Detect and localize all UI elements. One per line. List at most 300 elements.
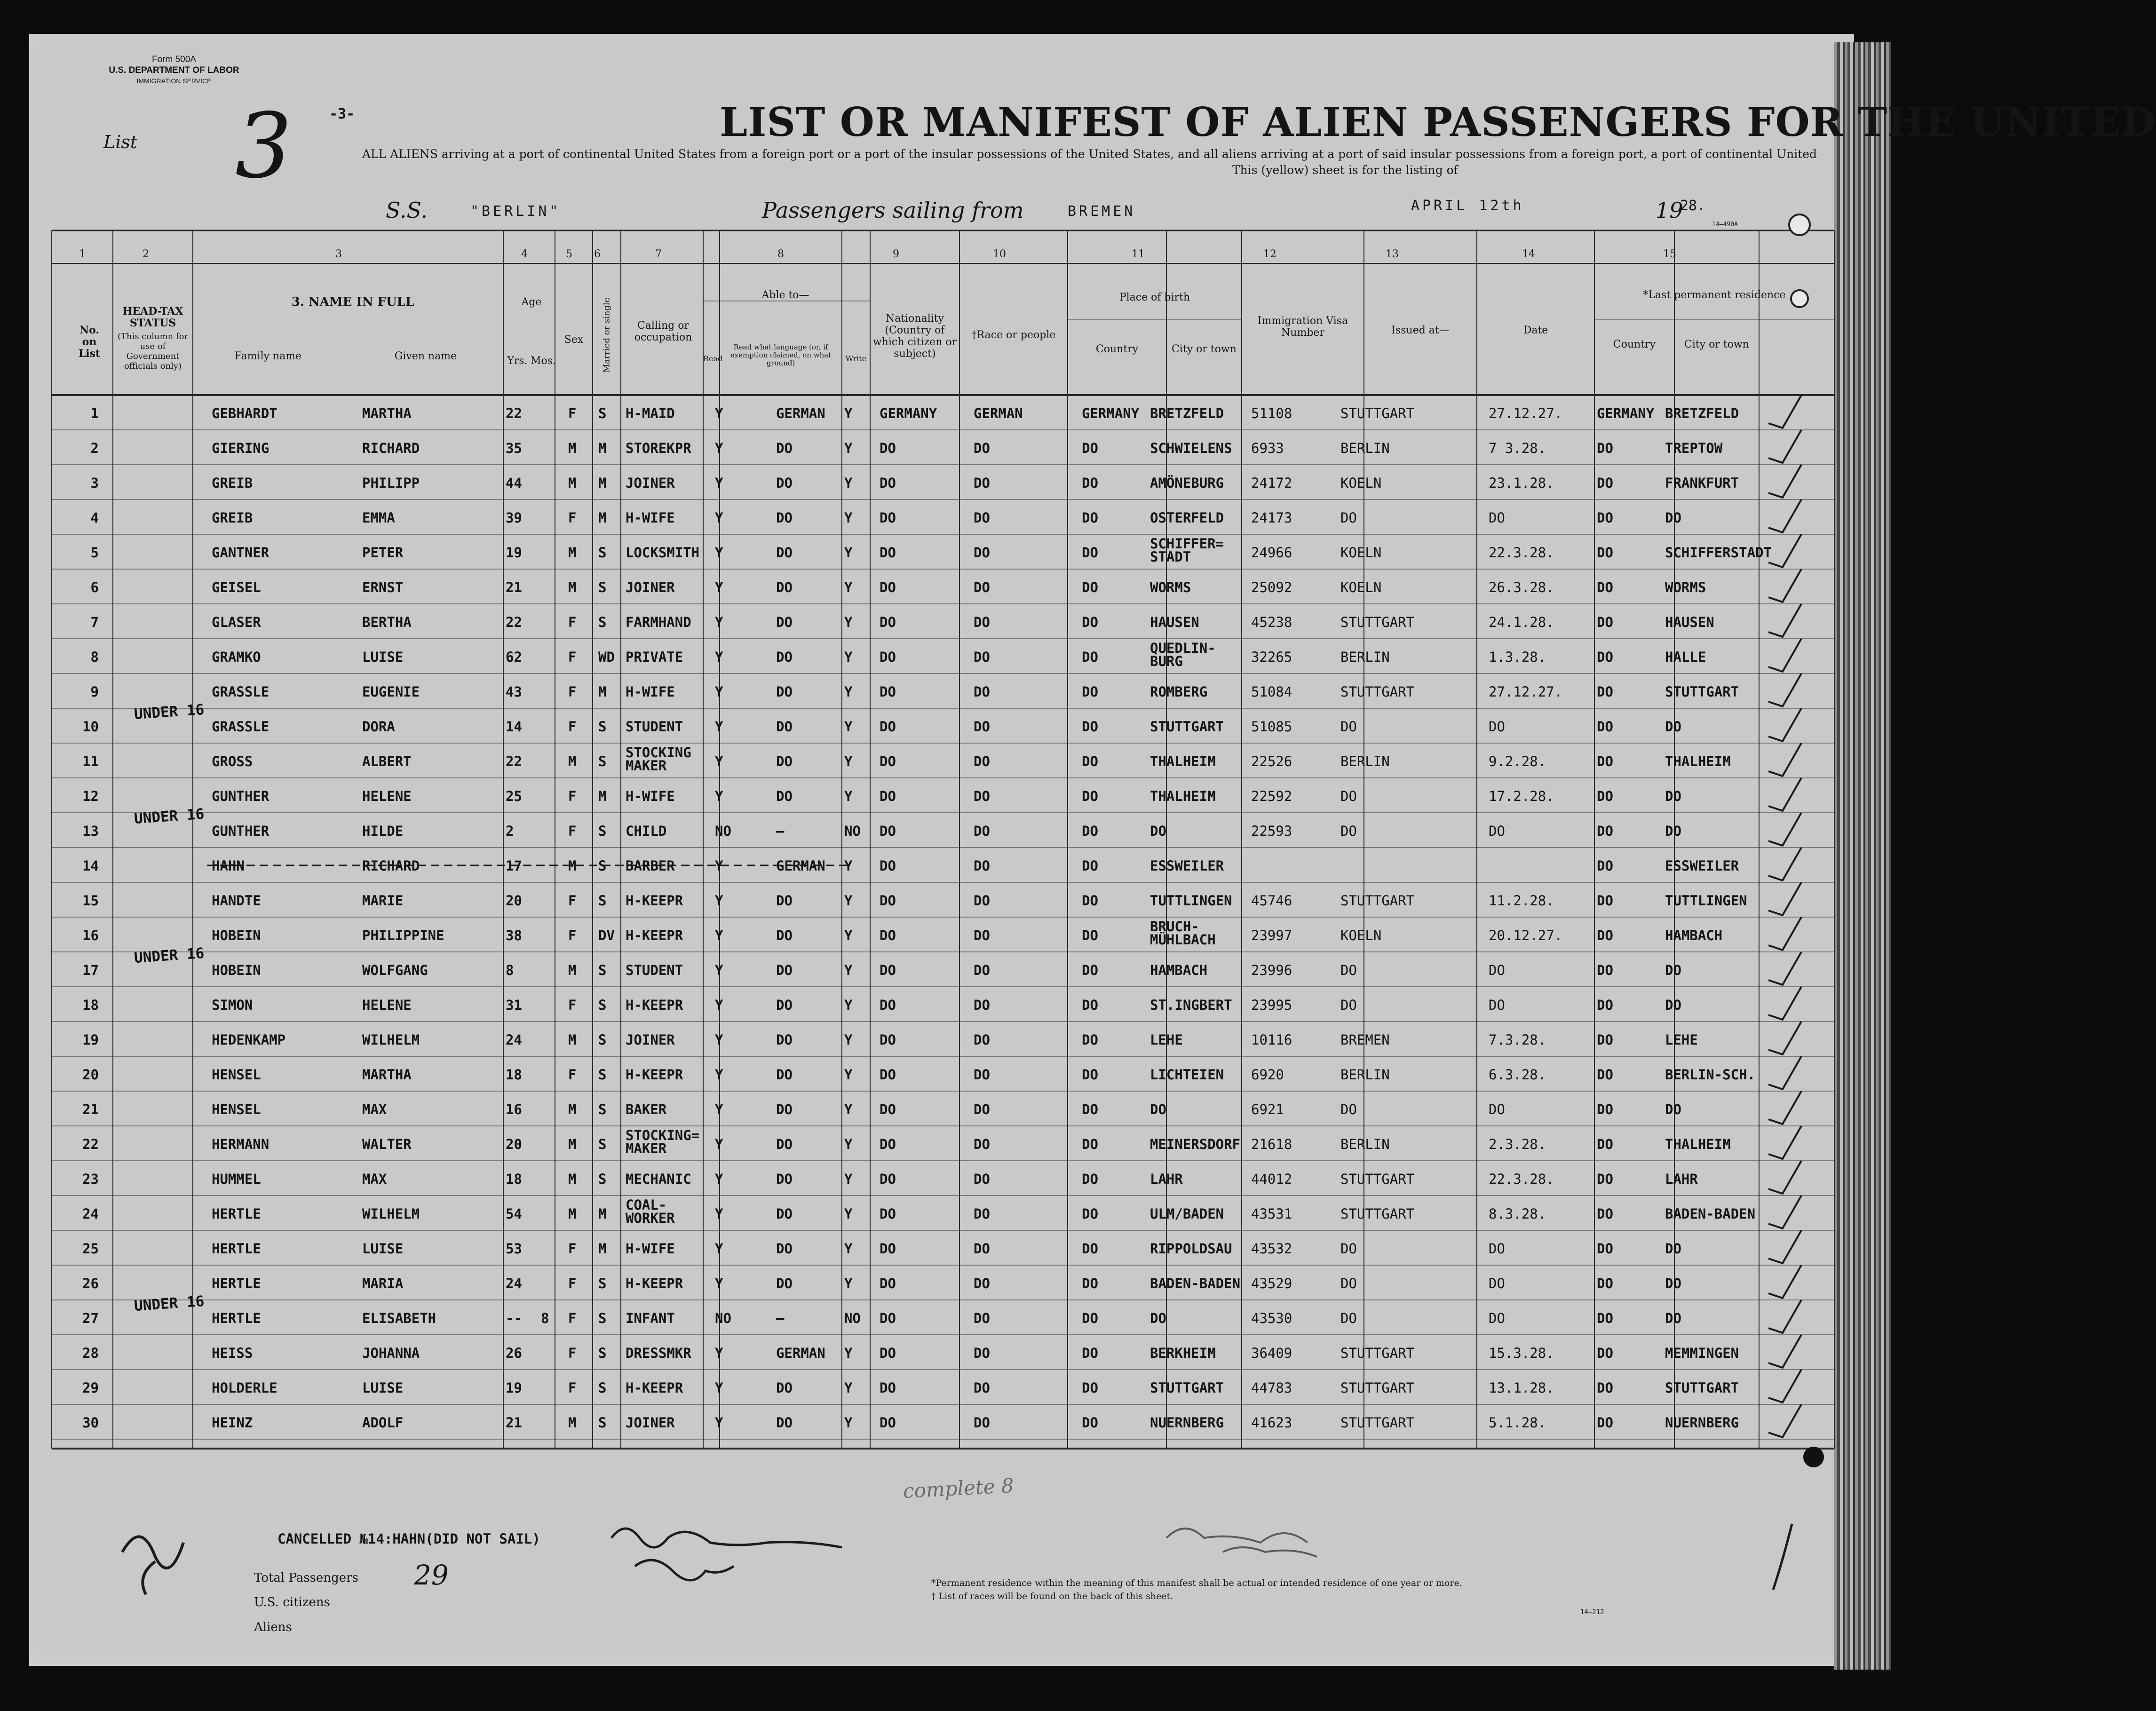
residence-country: DO [1597,475,1613,491]
read-language: DO [776,1032,793,1048]
can-write: Y [844,788,853,804]
issued-at: KOELN [1340,475,1382,491]
age-years: 21 [506,1415,522,1431]
issued-at: BERLIN [1340,440,1390,456]
race: DO [974,1136,990,1152]
service: IMMIGRATION SERVICE [136,77,212,85]
read-language: DO [776,475,793,491]
residence-city: THALHEIM [1665,1136,1731,1152]
issued-at: DO [1340,1101,1357,1117]
sex: M [568,440,577,456]
residence-city: THALHEIM [1665,753,1731,769]
marital-status: S [598,1345,607,1361]
age-years: 25 [506,788,522,804]
row-number: 7 [90,614,99,630]
age-years: 21 [506,579,522,595]
visa-number: 43531 [1251,1206,1292,1222]
row-number: 12 [82,788,99,804]
sex: F [568,788,577,804]
visa-date: 27.12.27. [1489,684,1563,700]
column-number: 13 [1386,248,1399,260]
residence-city: STUTTGART [1665,684,1739,700]
race: GERMAN [974,405,1023,421]
sex: M [568,1136,577,1152]
residence-city: HAUSEN [1665,614,1714,630]
age-years: 19 [506,1380,522,1396]
given-name: MARTHA [362,405,412,421]
can-read: Y [715,1136,723,1152]
nationality: DO [880,475,896,491]
residence-city: NUERNBERG [1665,1415,1739,1431]
column-number: 6 [594,248,601,260]
residence-country: DO [1597,753,1613,769]
can-write: Y [844,545,853,561]
column-number: 9 [893,248,899,260]
visa-date: DO [1489,962,1505,978]
can-read: Y [715,545,723,561]
visa-date: DO [1489,719,1505,735]
occupation: FARMHAND [626,614,691,630]
row-number: 4 [90,510,99,526]
age-years: 20 [506,1136,522,1152]
family-name: HERTLE [212,1206,261,1222]
form-code-top: 14—490A [1712,221,1738,228]
family-name: GROSS [212,753,253,769]
header-married: Married or single [602,297,612,373]
marital-status: M [598,1206,607,1222]
birth-country: DO [1082,858,1098,874]
row-number: 5 [90,545,99,561]
visa-date: 6.3.28. [1489,1067,1546,1083]
issued-at: BERLIN [1340,753,1390,769]
visa-date: 27.12.27. [1489,405,1563,421]
occupation: H-WIFE [626,684,675,700]
birth-city: LEHE [1150,1032,1183,1048]
visa-date: 13.1.28. [1489,1380,1554,1396]
birth-country: DO [1082,1380,1098,1396]
header-mos: Mos. [530,355,556,367]
birth-country: DO [1082,475,1098,491]
issued-at: DO [1340,510,1357,526]
visa-date: 15.3.28. [1489,1345,1554,1361]
issued-at: DO [1340,788,1357,804]
age-years: 31 [506,997,522,1013]
nationality: DO [880,1136,896,1152]
header-calling: Calling or occupation [634,320,692,343]
nationality: DO [880,1171,896,1187]
row-number: 25 [82,1241,99,1257]
age-years: 19 [506,545,522,561]
birth-country: GERMANY [1082,405,1140,421]
year-prefix: 19 [1656,198,1683,223]
row-number: 14 [82,858,99,874]
visa-number: 43529 [1251,1275,1292,1291]
occupation: JOINER [626,1415,675,1431]
header-write: Write [845,354,867,363]
can-read: Y [715,927,723,943]
given-name: LUISE [362,649,404,665]
row-number: 9 [90,684,99,700]
nationality: DO [880,1067,896,1083]
birth-city: BRETZFELD [1150,405,1224,421]
birth-country: DO [1082,719,1098,735]
birth-city: DO [1150,1310,1166,1326]
marital-status: M [598,788,607,804]
residence-city: DO [1665,1101,1681,1117]
residence-country: DO [1597,1415,1613,1431]
marital-status: S [598,1415,607,1431]
residence-city: DO [1665,997,1681,1013]
sex: F [568,1310,577,1326]
visa-number: 23997 [1251,927,1292,943]
birth-country: DO [1082,1136,1098,1152]
issued-at: STUTTGART [1340,405,1415,421]
occupation: DRESSMKR [626,1345,691,1361]
can-write: Y [844,1275,853,1291]
read-language: DO [776,1067,793,1083]
can-write: NO [844,823,861,839]
row-number: 29 [82,1380,99,1396]
occupation: JOINER [626,475,675,491]
visa-number: 23996 [1251,962,1292,978]
family-name: HEDENKAMP [212,1032,286,1048]
issued-at: BREMEN [1340,1032,1390,1048]
sex: F [568,1067,577,1083]
can-read: Y [715,1067,723,1083]
row-number: 1 [90,405,99,421]
residence-country: DO [1597,1171,1613,1187]
header-res-country: Country [1613,339,1656,350]
can-write: Y [844,1171,853,1187]
occupation: STUDENT [626,719,683,735]
age-years: 62 [506,649,522,665]
given-name: EMMA [362,510,395,526]
family-name: HOBEIN [212,962,261,978]
marital-status: DV [598,927,615,943]
birth-city: THALHEIM [1150,788,1216,804]
given-name: RICHARD [362,858,420,874]
race: DO [974,649,990,665]
family-name: HOLDERLE [212,1380,277,1396]
can-write: Y [844,1206,853,1222]
birth-city: STUTTGART [1150,719,1224,735]
birth-city: SCHIFFER= STADT [1150,536,1224,565]
sex: M [568,545,577,561]
residence-country: DO [1597,1345,1613,1361]
family-name: HERMANN [212,1136,270,1152]
residence-country: DO [1597,1310,1613,1326]
nationality: DO [880,510,896,526]
sex: M [568,579,577,595]
family-name: HUMMEL [212,1171,261,1187]
department: U.S. DEPARTMENT OF LABOR [109,65,239,75]
us-citizens-label: U.S. citizens [254,1595,331,1609]
sex: M [568,1032,577,1048]
occupation: STOREKPR [626,440,691,456]
occupation: H-MAID [626,405,675,421]
can-read: Y [715,475,723,491]
column-number: 3 [335,248,342,260]
race: DO [974,962,990,978]
page-mark: -3- [329,106,355,122]
family-name: HANDTE [212,893,261,909]
column-number: 14 [1522,248,1535,260]
list-label: List [103,132,138,152]
family-name: GUNTHER [212,788,270,804]
race: DO [974,510,990,526]
read-language: DO [776,579,793,595]
can-read: Y [715,684,723,700]
birth-country: DO [1082,1101,1098,1117]
sex: F [568,510,577,526]
visa-date: 9.2.28. [1489,753,1546,769]
read-language: GERMAN [776,858,825,874]
birth-country: DO [1082,440,1098,456]
sex: M [568,1206,577,1222]
header-res-city: City or town [1684,339,1749,350]
column-number: 11 [1132,248,1145,260]
row-number: 3 [90,475,99,491]
family-name: GIERING [212,440,270,456]
aliens-label: Aliens [254,1620,292,1634]
issued-at: STUTTGART [1340,1345,1415,1361]
departure-port: BREMEN [1068,203,1136,220]
visa-number: 41623 [1251,1415,1292,1431]
race: DO [974,614,990,630]
given-name: PHILIPPINE [362,927,444,943]
visa-number: 45238 [1251,614,1292,630]
can-write: Y [844,684,853,700]
race: DO [974,1241,990,1257]
header-sex: Sex [564,334,584,346]
residence-country: DO [1597,614,1613,630]
row-number: 28 [82,1345,99,1361]
visa-number: 36409 [1251,1345,1292,1361]
visa-number: 45746 [1251,893,1292,909]
birth-city: QUEDLIN- BURG [1150,640,1216,669]
residence-country: DO [1597,1275,1613,1291]
residence-country: DO [1597,1380,1613,1396]
birth-country: DO [1082,893,1098,909]
can-write: Y [844,579,853,595]
residence-country: DO [1597,649,1613,665]
race: DO [974,997,990,1013]
visa-number: 21618 [1251,1136,1292,1152]
age-years: 54 [506,1206,522,1222]
under16-stamp: UNDER 16 [133,1292,205,1315]
can-write: Y [844,753,853,769]
issued-at: DO [1340,823,1357,839]
age-years: 17 [506,858,522,874]
residence-country: DO [1597,1241,1613,1257]
occupation: BAKER [626,1101,667,1117]
can-read: Y [715,893,723,909]
birth-city: NUERNBERG [1150,1415,1224,1431]
residence-city: DO [1665,1310,1681,1326]
nationality: DO [880,579,896,595]
residence-city: DO [1665,823,1681,839]
race: DO [974,927,990,943]
given-name: PHILIPP [362,475,420,491]
row-number: 30 [82,1415,99,1431]
marital-status: S [598,719,607,735]
can-read: Y [715,858,723,874]
residence-country: DO [1597,927,1613,943]
can-read: Y [715,962,723,978]
residence-country: GERMANY [1597,405,1655,421]
visa-number: 24172 [1251,475,1292,491]
read-language: DO [776,1171,793,1187]
nationality: DO [880,788,896,804]
row-number: 15 [82,893,99,909]
occupation: BARBER [626,858,675,874]
sex: F [568,649,577,665]
issued-at: KOELN [1340,545,1382,561]
occupation: MECHANIC [626,1171,691,1187]
birth-country: DO [1082,649,1098,665]
issued-at: STUTTGART [1340,614,1415,630]
can-write: Y [844,858,853,874]
row-number: 19 [82,1032,99,1048]
column-number: 2 [143,248,149,260]
birth-city: BADEN-BADEN [1150,1275,1241,1291]
handwritten-stroke-right [1773,1524,1792,1590]
age-years: 20 [506,893,522,909]
can-read: Y [715,1415,723,1431]
race: DO [974,1275,990,1291]
row-number: 16 [82,927,99,943]
family-name: HEINZ [212,1415,253,1431]
sex: F [568,1345,577,1361]
birth-city: LICHTEIEN [1150,1067,1224,1083]
issued-at: KOELN [1340,927,1382,943]
race: DO [974,1380,990,1396]
header-family-name: Family name [234,350,302,362]
occupation: JOINER [626,1032,675,1048]
birth-country: DO [1082,579,1098,595]
form-number: Form 500A [152,55,196,64]
sex: F [568,997,577,1013]
given-name: MARIA [362,1275,404,1291]
marital-status: S [598,1380,607,1396]
header-birth-city: City or town [1172,343,1237,355]
column-number: 4 [521,248,528,260]
issued-at: BERLIN [1340,649,1390,665]
birth-city: LAHR [1150,1171,1183,1187]
nationality: DO [880,997,896,1013]
nationality: DO [880,1380,896,1396]
birth-country: DO [1082,510,1098,526]
issued-at: DO [1340,997,1357,1013]
marital-status: S [598,545,607,561]
sex: M [568,1171,577,1187]
occupation: H-KEEPR [626,893,683,909]
nationality: DO [880,753,896,769]
residence-country: DO [1597,1101,1613,1117]
given-name: ERNST [362,579,404,595]
visa-number: 43530 [1251,1310,1292,1326]
given-name: JOHANNA [362,1345,420,1361]
family-name: HAHN [212,858,245,874]
race: DO [974,579,990,595]
row-number: 8 [90,649,99,665]
row-number: 6 [90,579,99,595]
age-years: 26 [506,1345,522,1361]
visa-date: 20.12.27. [1489,927,1563,943]
residence-city: ESSWEILER [1665,858,1739,874]
header-issued-at: Issued at— [1391,325,1450,336]
marital-status: S [598,858,607,874]
row-number: 23 [82,1171,99,1187]
occupation: COAL- WORKER [626,1197,675,1226]
marital-status: S [598,1275,607,1291]
can-read: Y [715,614,723,630]
residence-city: DO [1665,1241,1681,1257]
can-write: Y [844,719,853,735]
visa-date: 2.3.28. [1489,1136,1546,1152]
can-write: Y [844,1415,853,1431]
cancelled-note: CANCELLED №14:HAHN(DID NOT SAIL) [277,1531,540,1547]
can-write: Y [844,1067,853,1083]
race: DO [974,753,990,769]
marital-status: M [598,510,607,526]
birth-country: DO [1082,1171,1098,1187]
residence-city: STUTTGART [1665,1380,1739,1396]
given-name: BERTHA [362,614,412,630]
birth-city: DO [1150,1101,1166,1117]
age-years: 53 [506,1241,522,1257]
read-language: DO [776,440,793,456]
given-name: LUISE [362,1380,404,1396]
race: DO [974,684,990,700]
age-years: 22 [506,614,522,630]
residence-country: DO [1597,510,1613,526]
residence-country: DO [1597,1032,1613,1048]
row-number: 20 [82,1067,99,1083]
binder-hole-3 [1803,1447,1824,1467]
age-years: 18 [506,1067,522,1083]
age-years: 35 [506,440,522,456]
race: DO [974,1345,990,1361]
birth-city: ULM/BADEN [1150,1206,1224,1222]
visa-number: 25092 [1251,579,1292,595]
header-visa: Immigration Visa Number [1257,315,1348,339]
read-language: DO [776,893,793,909]
birth-country: DO [1082,962,1098,978]
can-write: Y [844,440,853,456]
header-read-what: Read what language (or, if exemption claimed, on what ground) [730,343,832,367]
nationality: DO [880,1345,896,1361]
age-years: 24 [506,1032,522,1048]
marital-status: M [598,684,607,700]
residence-city: DO [1665,788,1681,804]
marital-status: S [598,753,607,769]
header-birth-country: Country [1095,343,1139,355]
marital-status: S [598,997,607,1013]
residence-city: HALLE [1665,649,1706,665]
instruction-line-1: ALL ALIENS arriving at a port of continental United States from a foreign port or a port of the insular possessions of the United States, and all aliens arriving at a port of said insular possessions from a foreign port, a port of continental United [362,147,1817,161]
nationality: DO [880,649,896,665]
issued-at: BERLIN [1340,1067,1390,1083]
can-write: Y [844,962,853,978]
sex: F [568,1241,577,1257]
birth-country: DO [1082,545,1098,561]
family-name: HERTLE [212,1241,261,1257]
given-name: ADOLF [362,1415,404,1431]
age-years: 14 [506,719,522,735]
can-read: Y [715,1206,723,1222]
residence-city: TUTTLINGEN [1665,893,1747,909]
